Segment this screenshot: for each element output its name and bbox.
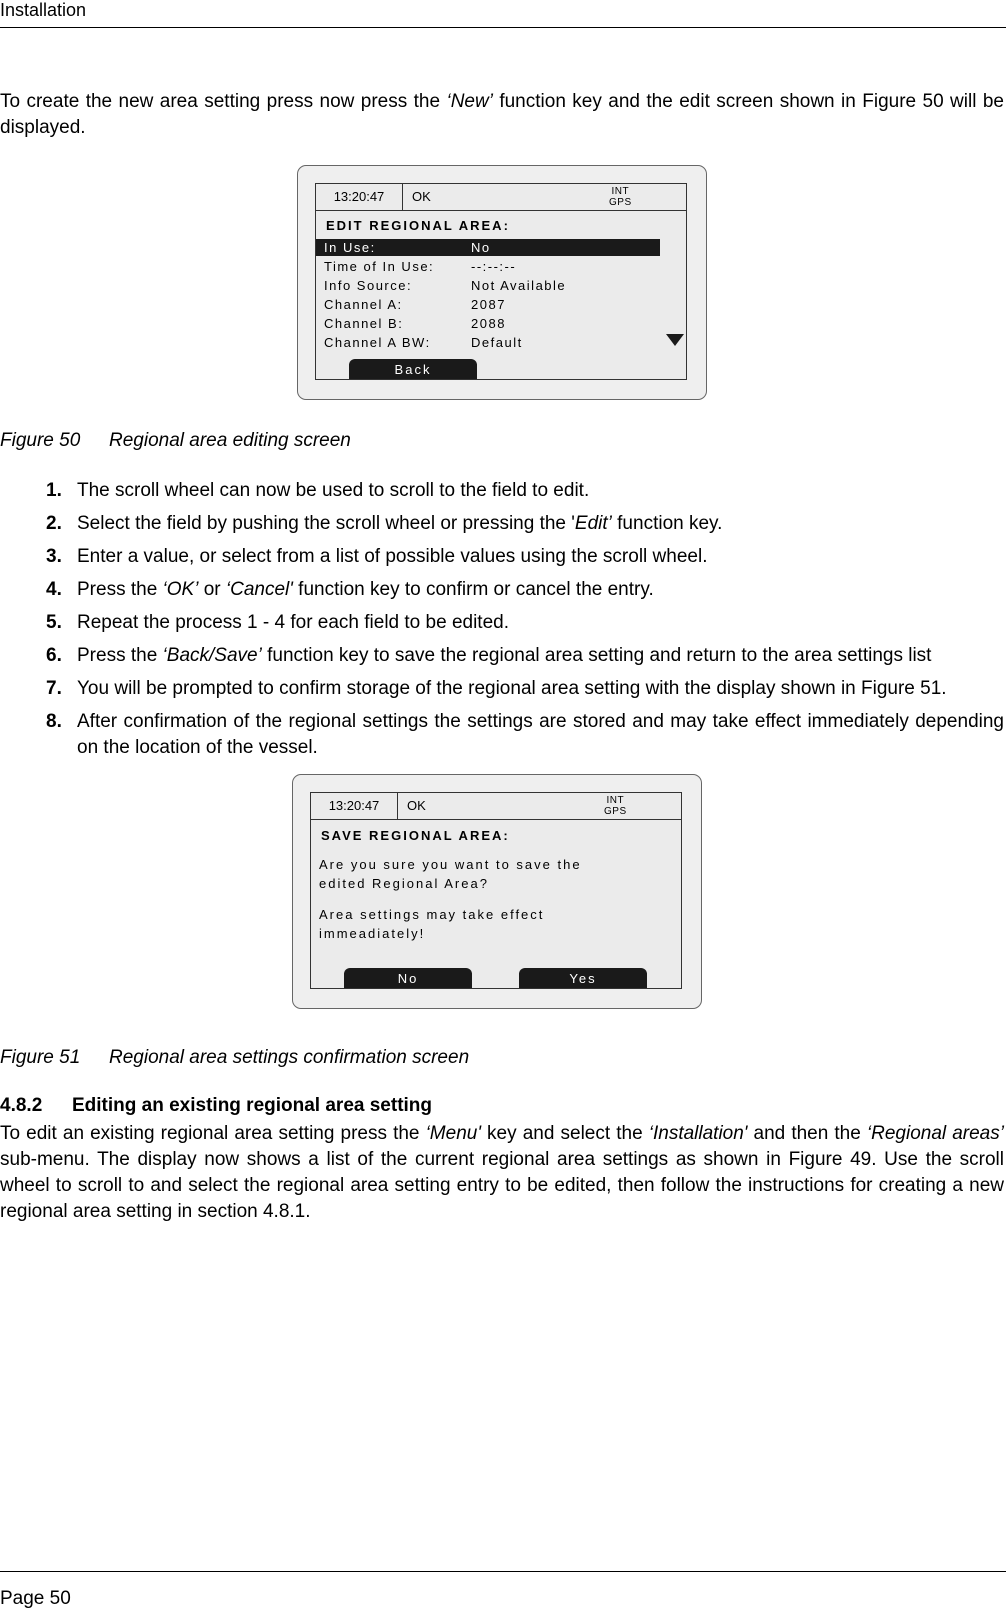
step-text-run: function key to confirm or cancel the entry.	[292, 579, 654, 600]
step-text-run: or	[198, 579, 226, 600]
section-heading	[0, 1095, 432, 1117]
step-number: 7.	[46, 678, 62, 699]
intro-text-end: function key and the edit screen shown in Figure 50 will be displayed.	[0, 91, 1004, 138]
key-name: ‘OK’	[162, 579, 199, 600]
field-value: 2088	[471, 316, 506, 331]
caption-number: Figure 50	[0, 430, 81, 451]
figure-51-caption	[0, 1047, 469, 1069]
confirm-message	[319, 855, 582, 893]
figure-50-device	[297, 165, 707, 400]
key-name: Edit’	[574, 513, 612, 534]
step-text-run: function key to save the regional area setting and return to the area settings list	[261, 645, 932, 666]
status-bar	[311, 793, 681, 820]
paragraph-text: key and select the	[480, 1123, 649, 1144]
field-row-time-of-in-use[interactable]	[316, 258, 660, 275]
no-softkey[interactable]: No	[344, 968, 472, 988]
screen-title: SAVE REGIONAL AREA:	[321, 828, 510, 843]
step-text	[77, 478, 1004, 504]
step-number: 6.	[46, 645, 62, 666]
field-row-info-source[interactable]	[316, 277, 660, 294]
step-number: 3.	[46, 546, 62, 567]
gps-source-indicator	[604, 795, 627, 817]
section-number: 4.8.2	[0, 1095, 43, 1116]
step-text	[77, 643, 1004, 669]
step-text	[77, 544, 1004, 570]
step-text	[77, 610, 1004, 636]
device-screen	[310, 792, 682, 989]
step-number: 2.	[46, 513, 62, 534]
caption-text: Regional area settings confirmation screen	[109, 1047, 470, 1068]
key-name: ‘Cancel'	[225, 579, 293, 600]
field-row-channel-a-bw[interactable]	[316, 334, 660, 351]
field-value: --:--:--	[471, 259, 517, 274]
back-softkey[interactable]: Back	[349, 359, 477, 379]
field-row-in-use[interactable]	[316, 239, 660, 256]
field-value: Default	[471, 335, 523, 350]
status-time: 13:20:47	[316, 184, 403, 210]
step-text-run: Enter a value, or select from a list of possible values using the scroll wheel.	[77, 546, 708, 567]
message-line: Are you sure you want to save the	[319, 857, 582, 872]
screen-title: EDIT REGIONAL AREA:	[326, 218, 510, 233]
warning-line: immeadiately!	[319, 926, 426, 941]
gps-label: GPS	[604, 806, 627, 817]
edit-paragraph	[0, 1121, 1004, 1225]
step-number: 5.	[46, 612, 62, 633]
step-text-run: After confirmation of the regional settings the settings are stored and may take effect immediately depending on the location of the vessel.	[77, 711, 1004, 758]
header-rule	[0, 27, 1006, 28]
new-key-name: ‘New’	[446, 91, 493, 112]
step-text	[77, 577, 1004, 603]
step-text	[77, 709, 1004, 761]
step-number: 8.	[46, 711, 62, 732]
gps-label: GPS	[609, 197, 632, 208]
status-time: 13:20:47	[311, 793, 398, 819]
step-text	[77, 511, 1004, 537]
warning-line: Area settings may take effect	[319, 907, 545, 922]
field-value: No	[471, 240, 491, 255]
step-text	[77, 676, 1004, 702]
step-text-run: function key.	[611, 513, 723, 534]
message-line: edited Regional Area?	[319, 876, 489, 891]
field-label: Channel A:	[324, 297, 403, 312]
status-ok: OK	[407, 798, 426, 813]
intro-text: To create the new area setting press now press the	[0, 91, 447, 112]
section-title: Editing an existing regional area setting	[72, 1095, 433, 1116]
step-text-run: Select the field by pushing the scroll wheel or pressing the '	[77, 513, 575, 534]
device-screen	[315, 183, 687, 380]
paragraph-text: To edit an existing regional area setting press the	[0, 1123, 426, 1144]
field-label: Time of In Use:	[324, 259, 435, 274]
regional-areas-menu-name: ‘Regional areas’	[866, 1123, 1004, 1144]
footer-rule	[0, 1571, 1006, 1572]
field-label: In Use:	[324, 240, 376, 255]
field-label: Channel B:	[324, 316, 404, 331]
caption-text: Regional area editing screen	[109, 430, 351, 451]
step-text-run: Press the	[77, 579, 163, 600]
installation-menu-name: ‘Installation'	[648, 1123, 748, 1144]
menu-key-name: ‘Menu'	[425, 1123, 481, 1144]
field-label: Channel A BW:	[324, 335, 431, 350]
status-bar	[316, 184, 686, 211]
page-number: Page 50	[0, 1588, 71, 1609]
gps-source-indicator	[609, 186, 632, 208]
status-ok: OK	[412, 189, 431, 204]
int-label: INT	[611, 186, 630, 197]
caption-number: Figure 51	[0, 1047, 81, 1068]
scroll-down-arrow-icon	[666, 334, 684, 346]
running-header: Installation	[0, 0, 87, 20]
intro-paragraph	[0, 89, 1004, 141]
step-text-run: The scroll wheel can now be used to scroll to the field to edit.	[77, 480, 590, 501]
paragraph-text: sub-menu. The display now shows a list of the current regional area settings as shown in Figure 49. Use the scroll wheel to scroll to and select the regional area setting entry to be edited, then follow the instructions for creating a new regional area setting in section 4.8.1.	[0, 1149, 1004, 1222]
step-text-run: You will be prompted to confirm storage of the regional area setting with the display shown in Figure 51.	[77, 678, 947, 699]
paragraph-text: and then the	[747, 1123, 867, 1144]
step-number: 1.	[46, 480, 62, 501]
int-label: INT	[606, 795, 625, 806]
warning-message	[319, 905, 544, 943]
yes-softkey[interactable]: Yes	[519, 968, 647, 988]
step-text-run: Repeat the process 1 - 4 for each field to be edited.	[77, 612, 509, 633]
field-row-channel-a[interactable]	[316, 296, 660, 313]
field-label: Info Source:	[324, 278, 413, 293]
step-number: 4.	[46, 579, 62, 600]
field-row-channel-b[interactable]	[316, 315, 660, 332]
figure-51-device	[292, 774, 702, 1009]
figure-50-caption	[0, 430, 351, 452]
step-text-run: Press the	[77, 645, 163, 666]
field-value: Not Available	[471, 278, 567, 293]
key-name: ‘Back/Save’	[162, 645, 262, 666]
field-value: 2087	[471, 297, 506, 312]
